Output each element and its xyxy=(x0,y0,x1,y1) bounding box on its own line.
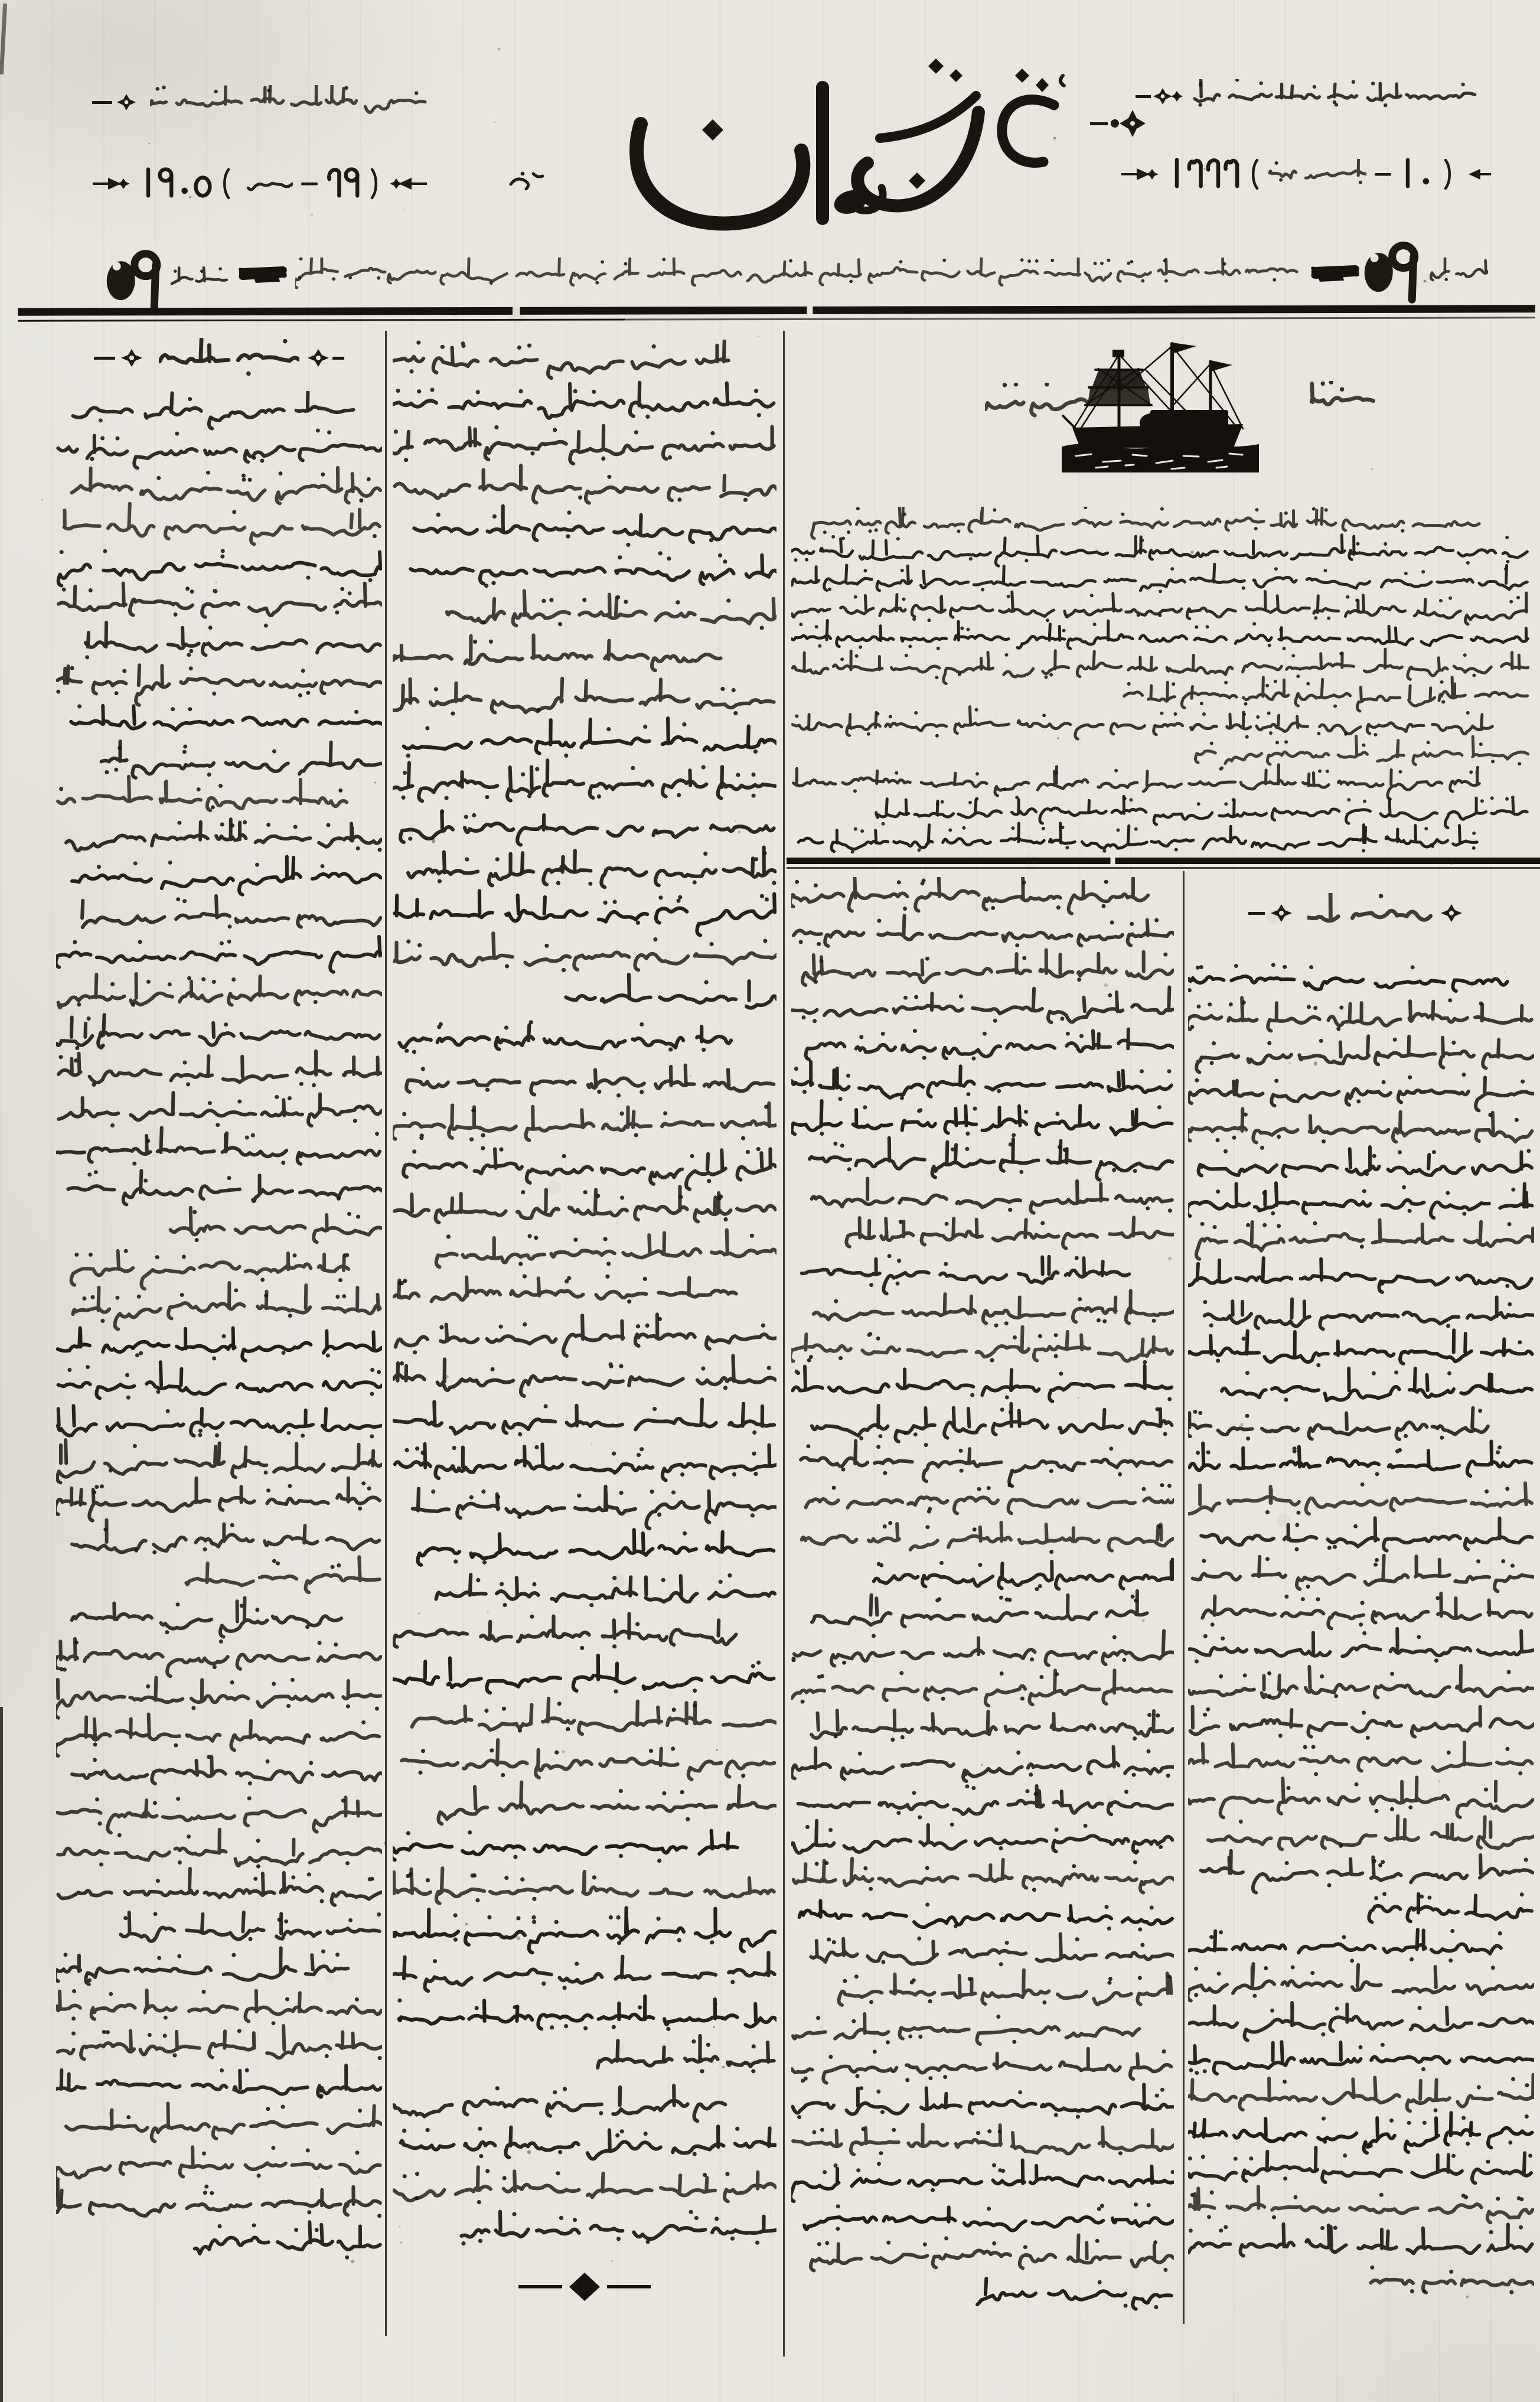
column-rule xyxy=(385,331,387,2336)
dash-icon xyxy=(301,181,318,187)
column3-body xyxy=(791,877,1174,2316)
star-fleuron-icon xyxy=(308,348,344,368)
issue-number-right xyxy=(1363,234,1422,306)
edition-year-right xyxy=(1105,76,1507,117)
edition-year-right-text xyxy=(1193,79,1477,113)
end-divider-icon xyxy=(518,2271,651,2302)
dash-star-ornament-icon xyxy=(92,93,142,111)
paren-open-icon xyxy=(221,168,230,200)
dash-icon xyxy=(1375,171,1391,177)
edition-year-left xyxy=(65,82,455,123)
arrow-fleuron-icon xyxy=(1461,167,1491,182)
section-rule xyxy=(787,858,1540,864)
month-word-eylul xyxy=(239,168,293,199)
dash-star-ornament-icon xyxy=(1248,903,1299,923)
dash-star-ornament-icon xyxy=(1136,87,1185,105)
world-politics-body xyxy=(56,391,382,2264)
edition-info-right xyxy=(1105,76,1507,195)
heavy-dash-icon xyxy=(1309,263,1360,282)
section-header-alem-siyaset xyxy=(56,335,382,380)
year-1323-numerals xyxy=(1169,157,1241,192)
masthead-title xyxy=(582,41,1081,251)
issue-description xyxy=(295,258,1299,291)
day-29-numerals xyxy=(326,166,363,201)
column4-body xyxy=(1188,962,1534,2303)
column-rule xyxy=(783,331,785,2357)
month-word-jumada xyxy=(1267,159,1366,190)
edition-info-left xyxy=(65,82,455,204)
issue-number-left xyxy=(105,242,164,314)
numero-word-right xyxy=(1429,258,1488,286)
year-1905-numerals xyxy=(140,166,213,201)
section-header-oz-halimiz xyxy=(1188,891,1534,936)
edition-date-left xyxy=(65,163,455,204)
numero-word-left xyxy=(170,266,229,294)
paren-open-icon xyxy=(1249,158,1259,190)
section-title-oz-halimiz xyxy=(1307,893,1433,933)
masthead-calligraphy xyxy=(582,41,1081,251)
arrow-fleuron-icon xyxy=(1121,167,1160,182)
paren-close-icon xyxy=(370,168,380,200)
paren-close-icon xyxy=(1444,158,1453,190)
heavy-dash-icon xyxy=(236,265,288,283)
section-title-alem-siyaset xyxy=(159,338,299,378)
star-fleuron-icon xyxy=(1441,903,1474,923)
day-10-numerals xyxy=(1399,157,1436,192)
edition-year-left-text xyxy=(150,85,428,119)
dash-star-ornament-icon xyxy=(94,348,151,368)
headline-hac xyxy=(1310,381,1376,420)
column2-body xyxy=(393,340,776,2256)
flourish-marks-icon xyxy=(505,167,546,194)
edition-date-right xyxy=(1105,154,1507,195)
arrow-fleuron-icon xyxy=(388,176,427,191)
column-rule xyxy=(1183,871,1185,2324)
section-rule-thin xyxy=(787,867,1540,869)
hajj-article-body xyxy=(791,507,1529,856)
ship-illustration xyxy=(1062,334,1259,477)
arrow-fleuron-icon xyxy=(93,176,132,191)
